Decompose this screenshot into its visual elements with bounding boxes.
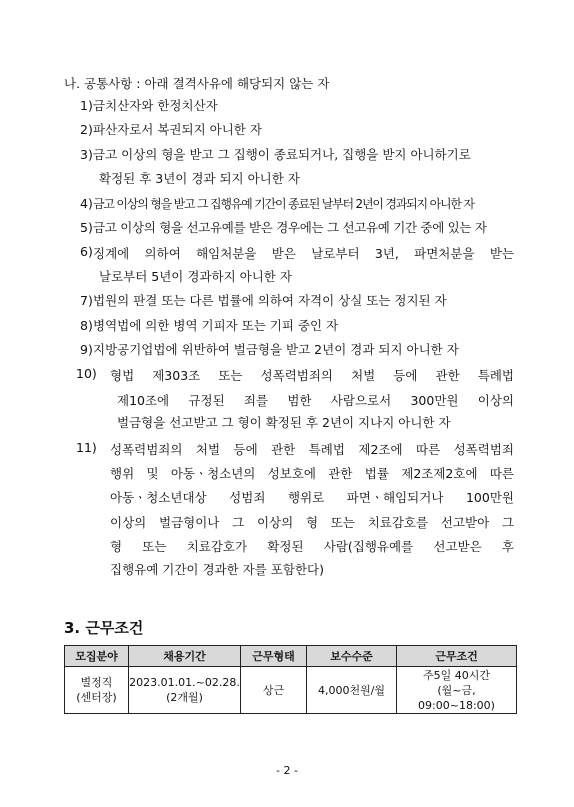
list-item-line: 아동ㆍ청소년대상 성범죄 행위로 파면ㆍ해임되거나 100만원 [110, 490, 514, 506]
list-item-line: 금고 이상의 형을 선고유예를 받은 경우에는 그 선고유예 기간 중에 있는 자 [93, 220, 487, 235]
list-item-number: 9) [80, 342, 93, 357]
list-item-line: 금치산자와 한정치산자 [93, 98, 218, 113]
list-item-number: 3) [80, 146, 93, 162]
list-item-line: 지방공기업법에 위반하여 벌금형을 받고 2년이 경과 되지 아니한 자 [93, 342, 459, 357]
cell-pay: 4,000천원/월 [307, 667, 397, 714]
cell-period: 2023.01.01.~02.28. (2개월) [129, 667, 241, 714]
work-conditions-table [64, 645, 517, 714]
list-item-number: 2) [80, 122, 93, 138]
list-item-line: 파산자로서 복권되지 아니한 자 [93, 122, 262, 138]
list-item-line: 벌금형을 선고받고 그 형이 확정된 후 2년이 지나지 아니한 자 [117, 415, 451, 431]
cell-field: 별정직 (센터장) [65, 667, 129, 714]
list-item-line: 날로부터 5년이 경과하지 아니한 자 [99, 268, 292, 284]
qualifications-heading: 나. 공통사항 : 아래 결격사유에 해당되지 않는 자 [64, 76, 330, 91]
list-item-line: 제10조에 규정된 죄를 범한 사람으로서 300만원 이상의 [117, 392, 514, 408]
table-header-row [65, 646, 517, 667]
list-item-line: 성폭력범죄의 처벌 등에 관한 특례법 제2조에 따른 성폭력범죄 [110, 441, 514, 457]
list-item-line: 법원의 판결 또는 다른 법률에 의하여 자격이 상실 또는 정지된 자 [93, 293, 447, 309]
list-item-line: 행위 및 아동ㆍ청소년의 성보호에 관한 법률 제2조제2호에 따른 [110, 466, 514, 481]
list-item-line: 형 또는 치료감호가 확정된 사람(집행유예를 선고받은 후 [110, 539, 514, 555]
list-item-line: 이상의 벌금형이나 그 이상의 형 또는 치료감호를 선고받아 그 [110, 514, 514, 530]
list-item-line: 확정된 후 3년이 경과 되지 아니한 자 [99, 171, 300, 187]
header-period: 채용기간 [129, 646, 241, 667]
list-item-number: 5) [80, 220, 93, 235]
list-item-number: 11) [76, 439, 97, 455]
header-field: 모집분야 [65, 646, 129, 667]
section-3-title: 3. 근무조건 [64, 619, 144, 637]
list-item-line: 금고 이상의 형을 받고 그 집행유예 기간이 종료된 날부터 2년이 경과되지 아니한 자 [93, 196, 474, 211]
list-item-number: 8) [80, 317, 93, 333]
header-conditions: 근무조건 [397, 646, 517, 667]
cell-type: 상근 [241, 667, 307, 714]
list-item-number: 6) [80, 244, 93, 260]
table-row [65, 667, 517, 714]
list-item-line: 형법 제303조 또는 성폭력범죄의 처벌 등에 관한 특례법 [110, 368, 514, 384]
cell-conditions: 주5일 40시간 (월~금, 09:00~18:00) [397, 667, 517, 714]
list-item-number: 1) [80, 98, 93, 113]
list-item-line: 금고 이상의 형을 받고 그 집행이 종료되거나, 집행을 받지 아니하기로 [93, 146, 471, 162]
list-item-line: 징계에 의하여 해임처분을 받은 날로부터 3년, 파면처분을 받는 [93, 246, 514, 262]
list-item-line: 집행유예 기간이 경과한 자를 포함한다) [110, 561, 324, 577]
list-item-line: 병역법에 의한 병역 기피자 또는 기피 중인 자 [93, 317, 339, 333]
header-type: 근무형태 [241, 646, 307, 667]
page-number: - 2 - [276, 764, 298, 777]
list-item-number: 10) [76, 366, 97, 382]
list-item-number: 7) [80, 293, 93, 309]
list-item-number: 4) [80, 195, 93, 211]
header-pay: 보수수준 [307, 646, 397, 667]
